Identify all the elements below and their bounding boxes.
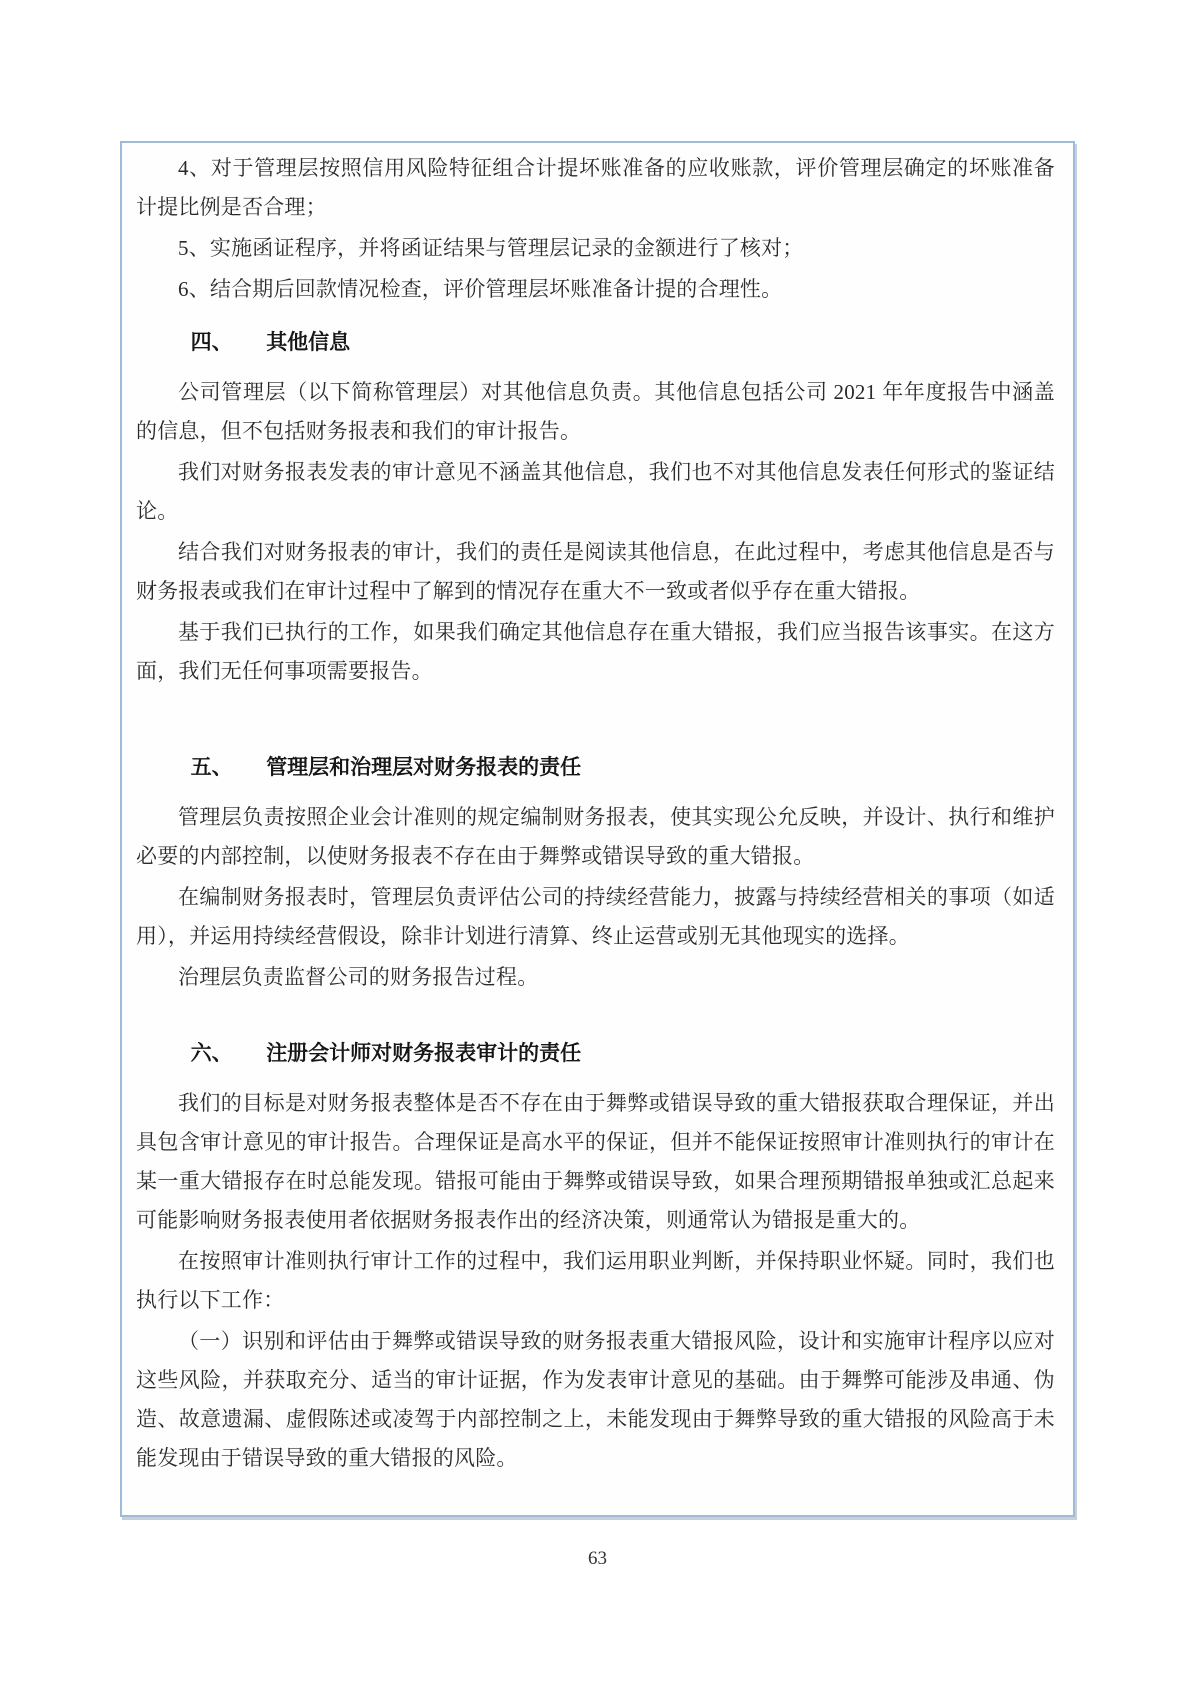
numbered-item-6: 6、结合期后回款情况检查，评价管理层坏账准备计提的合理性。 [178,277,783,301]
section-heading-other-information [136,323,1055,362]
paragraph: 基于我们已执行的工作，如果我们确定其他信息存在重大错报，我们应当报告该事实。在这方面，我们无任何事项需要报告。 [136,620,1055,683]
paragraph: 在编制财务报表时，管理层负责评估公司的持续经营能力，披露与持续经营相关的事项（如适用），并运用持续经营假设，除非计划进行清算、终止运营或别无其他现实的选择。 [136,885,1055,948]
paragraph: （一）识别和评估由于舞弊或错误导致的财务报表重大错报风险，设计和实施审计程序以应对这些风险，并获取充分、适当的审计证据，作为发表审计意见的基础。由于舞弊可能涉及串通、伪造、故意遗漏、虚假陈述或凌驾于内部控制之上，未能发现由于舞弊导致的重大错报的风险高于未能发现由于错误导致的重大错报的风险。 [136,1329,1055,1470]
page-number: 63 [588,1548,607,1569]
section-title: 注册会计师对财务报表审计的责任 [266,1041,582,1065]
paragraph: 在按照审计准则执行审计工作的过程中，我们运用职业判断，并保持职业怀疑。同时，我们也执行以下工作： [136,1249,1055,1312]
numbered-item-4: 4、对于管理层按照信用风险特征组合计提坏账准备的应收账款，评价管理层确定的坏账准备计提比例是否合理； [136,156,1055,219]
section-number: 四、 [190,330,233,354]
section-title: 管理层和治理层对财务报表的责任 [266,755,582,779]
section-title: 其他信息 [266,330,351,354]
paragraph: 我们的目标是对财务报表整体是否不存在由于舞弊或错误导致的重大错报获取合理保证，并出具包含审计意见的审计报告。合理保证是高水平的保证，但并不能保证按照审计准则执行的审计在某一重大错报存在时总能发现。错报可能由于舞弊或错误导致，如果合理预期错报单独或汇总起来可能影响财务报表使用者依据财务报表作出的经济决策，则通常认为错报是重大的。 [136,1091,1055,1232]
section-number: 六、 [190,1041,233,1065]
paragraph: 管理层负责按照企业会计准则的规定编制财务报表，使其实现公允反映，并设计、执行和维护必要的内部控制，以使财务报表不存在由于舞弊或错误导致的重大错报。 [136,805,1055,868]
section-heading-management-responsibility [136,748,1055,787]
paragraph: 我们对财务报表发表的审计意见不涵盖其他信息，我们也不对其他信息发表任何形式的鉴证结论。 [136,460,1055,523]
section-number: 五、 [190,755,233,779]
paragraph: 治理层负责监督公司的财务报告过程。 [178,965,539,989]
audit-report-text-box [120,141,1075,1517]
section-heading-auditor-responsibility [136,1034,1055,1073]
numbered-item-5: 5、实施函证程序，并将函证结果与管理层记录的金额进行了核对； [178,236,804,260]
paragraph: 公司管理层（以下简称管理层）对其他信息负责。其他信息包括公司 2021 年年度报告中涵盖的信息，但不包括财务报表和我们的审计报告。 [136,380,1055,443]
paragraph: 结合我们对财务报表的审计，我们的责任是阅读其他信息，在此过程中，考虑其他信息是否与财务报表或我们在审计过程中了解到的情况存在重大不一致或者似乎存在重大错报。 [136,540,1055,603]
